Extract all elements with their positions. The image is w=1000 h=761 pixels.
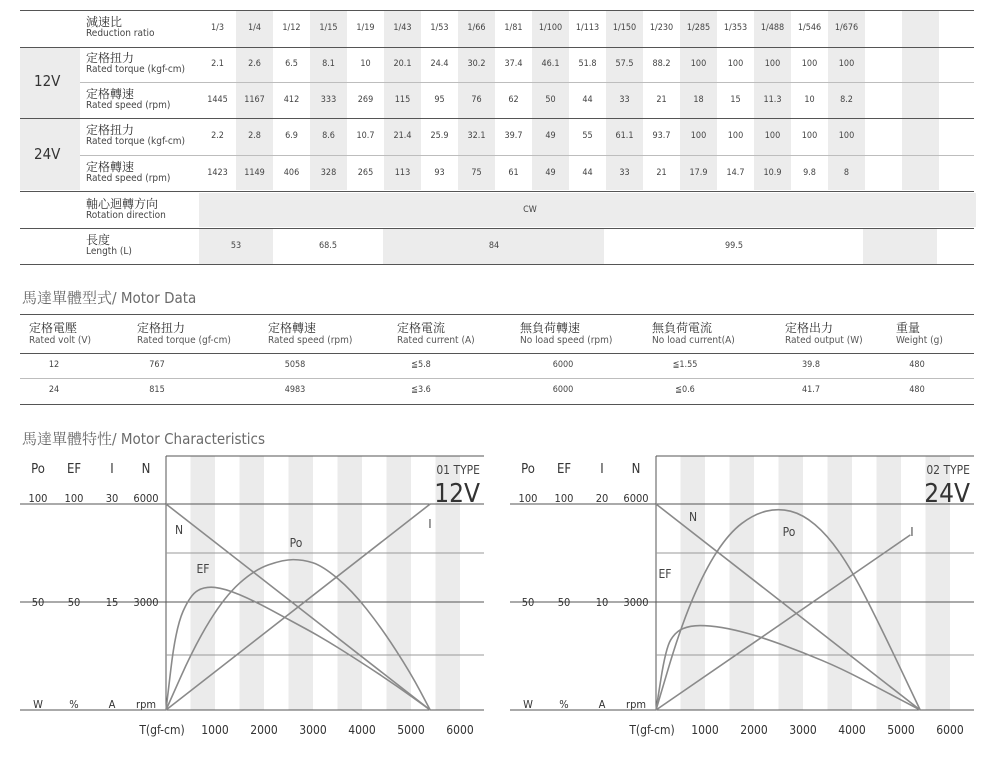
motor-header-zh: 無負荷電流	[652, 321, 713, 335]
torque-cell: 2.8	[248, 131, 261, 141]
speed-cell: 9.8	[803, 168, 816, 178]
length-label-en: Length (L)	[86, 246, 132, 257]
chart-axis-header: Po	[31, 462, 45, 477]
chart-x-tick: 1000	[691, 723, 719, 737]
ratio-cell: 1/285	[686, 23, 711, 33]
speed-cell: 10	[804, 95, 815, 105]
speed-cell: 8.2	[840, 95, 853, 105]
chart-series-label: Po	[782, 525, 796, 539]
table-rule	[20, 404, 974, 405]
motor-header-en: Rated output (W)	[785, 335, 863, 346]
torque-cell: 2.6	[248, 59, 261, 69]
chart-axis-max: 100	[554, 492, 574, 505]
chart-series-label: N	[688, 510, 698, 524]
speed-cell: 44	[582, 95, 593, 105]
torque-cell: 61.1	[615, 131, 634, 141]
speed-cell: 328	[320, 168, 337, 178]
ratio-cell: 1/353	[723, 23, 748, 33]
ratio-cell: 1/4	[247, 23, 262, 33]
chart-x-tick: 5000	[397, 723, 425, 737]
v24-speed-label-en: Rated speed (rpm)	[86, 173, 171, 184]
chart-axis-max: 6000	[133, 492, 159, 505]
chart-x-tick: 6000	[936, 723, 964, 737]
torque-cell: 2.2	[211, 131, 224, 141]
chart-series-label: I	[428, 517, 432, 531]
motor-data-cell: 41.7	[801, 385, 821, 395]
chart-stripe	[338, 456, 363, 710]
torque-cell: 100	[801, 131, 818, 141]
motor-data-cell: ≦1.55	[672, 360, 698, 370]
table-rule	[20, 10, 974, 11]
table-rule	[20, 118, 974, 119]
torque-cell: 8.1	[322, 59, 335, 69]
chart-axis-mid: 50	[557, 596, 571, 609]
speed-cell: 15	[730, 95, 741, 105]
table-rule	[20, 47, 974, 48]
torque-cell: 49	[545, 131, 556, 141]
chart-series-label: I	[910, 525, 914, 539]
torque-cell: 57.5	[615, 59, 634, 69]
chart-title: 12V	[434, 479, 480, 509]
ratio-cell: 1/100	[538, 23, 563, 33]
chart-axis-header: EF	[556, 462, 572, 477]
chart-stripe	[877, 456, 902, 710]
v24-torque-label-en: Rated torque (kgf-cm)	[86, 136, 186, 147]
motor-data-cell: ≦0.6	[675, 385, 695, 395]
chart-axis-header: EF	[66, 462, 82, 477]
torque-cell: 20.1	[393, 59, 412, 69]
chart-stripe	[387, 456, 412, 710]
ratio-cell: 1/150	[612, 23, 637, 33]
motor-data-cell: 6000	[552, 385, 574, 395]
ratio-cell: 1/81	[504, 23, 523, 33]
ratio-cell: 1/676	[834, 23, 859, 33]
rotation-value: CW	[523, 205, 537, 215]
chart-24v	[490, 448, 990, 748]
table-rule	[20, 378, 974, 379]
speed-cell: 17.9	[689, 168, 708, 178]
chart-series-label: EF	[196, 562, 210, 576]
chart-axis-mid: 10	[595, 596, 609, 609]
motor-header-zh: 定格扭力	[137, 321, 186, 335]
chart-title: 24V	[924, 479, 970, 509]
chart-12v	[0, 448, 500, 748]
chart-axis-unit: A	[108, 698, 116, 711]
speed-cell: 1149	[244, 168, 265, 178]
speed-cell: 95	[434, 95, 445, 105]
speed-cell: 1445	[207, 95, 228, 105]
motor-data-cell: ≦5.8	[411, 360, 431, 370]
torque-cell: 21.4	[393, 131, 412, 141]
torque-cell: 100	[838, 59, 855, 69]
speed-cell: 11.3	[763, 95, 782, 105]
torque-cell: 100	[690, 131, 707, 141]
torque-cell: 100	[801, 59, 818, 69]
speed-cell: 62	[508, 95, 519, 105]
chart-axis-max: 30	[105, 492, 119, 505]
motor-data-cell: 4983	[284, 385, 306, 395]
length-value: 99.5	[724, 241, 744, 251]
torque-cell: 6.5	[285, 59, 298, 69]
chart-axis-unit: rpm	[626, 698, 646, 711]
speed-cell: 412	[283, 95, 300, 105]
torque-cell: 100	[727, 131, 744, 141]
chart-axis-mid: 50	[31, 596, 45, 609]
speed-cell: 113	[394, 168, 411, 178]
motor-data-cell: 480	[909, 385, 925, 395]
chart-axis-max: 100	[518, 492, 538, 505]
table-rule	[20, 228, 974, 229]
motor-header-zh: 定格出力	[785, 321, 834, 335]
rotation-label-en: Rotation direction	[86, 210, 166, 221]
v12-torque-label-zh: 定格扭力	[86, 51, 135, 65]
motor-data-cell: 39.8	[801, 360, 821, 370]
speed-cell: 93	[434, 168, 445, 178]
chart-axis-unit: %	[69, 698, 79, 711]
table-rule	[80, 82, 974, 83]
ratio-label-en: Reduction ratio	[86, 28, 155, 39]
speed-cell: 333	[320, 95, 337, 105]
motor-data-cell: 6000	[552, 360, 574, 370]
motor-header-en: No load current(A)	[652, 335, 735, 346]
ratio-cell: 1/546	[797, 23, 822, 33]
v24-speed-label-zh: 定格轉速	[86, 160, 135, 174]
motor-data-cell: ≦3.6	[411, 385, 431, 395]
chart-x-label: T(gf-cm)	[629, 723, 675, 737]
chart-stripe	[191, 456, 216, 710]
chart-x-tick: 5000	[887, 723, 915, 737]
ratio-cell: 1/12	[282, 23, 301, 33]
torque-cell: 2.1	[211, 59, 224, 69]
motor-header-en: Rated current (A)	[397, 335, 475, 346]
chart-x-label: T(gf-cm)	[139, 723, 185, 737]
speed-cell: 115	[394, 95, 411, 105]
motor-data-cell: 24	[48, 385, 60, 395]
speed-cell: 21	[656, 95, 667, 105]
torque-cell: 24.4	[430, 59, 449, 69]
speed-cell: 61	[508, 168, 519, 178]
chart-stripe	[779, 456, 804, 710]
chart-axis-mid: 50	[521, 596, 535, 609]
length-value: 68.5	[318, 241, 338, 251]
speed-cell: 33	[619, 95, 630, 105]
motor-header-zh: 定格轉速	[268, 321, 317, 335]
torque-cell: 6.9	[285, 131, 298, 141]
chart-x-tick: 2000	[250, 723, 278, 737]
torque-cell: 10.7	[356, 131, 375, 141]
chart-series-label: Po	[289, 536, 303, 550]
chart-axis-max: 6000	[623, 492, 649, 505]
chart-series-label: N	[174, 523, 184, 537]
motor-data-cell: 5058	[284, 360, 306, 370]
speed-cell: 265	[357, 168, 374, 178]
v24-torque-label-zh: 定格扭力	[86, 123, 135, 137]
chart-axis-unit: %	[559, 698, 569, 711]
speed-cell: 49	[545, 168, 556, 178]
speed-cell: 10.9	[763, 168, 782, 178]
ratio-cell: 1/230	[649, 23, 674, 33]
speed-cell: 21	[656, 168, 667, 178]
length-row-bg	[863, 229, 937, 264]
torque-cell: 88.2	[652, 59, 671, 69]
torque-cell: 25.9	[430, 131, 449, 141]
torque-cell: 55	[582, 131, 593, 141]
v12-speed-label-en: Rated speed (rpm)	[86, 100, 171, 111]
torque-cell: 100	[838, 131, 855, 141]
torque-cell: 8.6	[322, 131, 335, 141]
characteristics-title: 馬達單體特性/ Motor Characteristics	[22, 430, 265, 448]
chart-x-tick: 1000	[201, 723, 229, 737]
chart-axis-max: 100	[28, 492, 48, 505]
motor-header-en: No load speed (rpm)	[520, 335, 613, 346]
torque-cell: 10	[360, 59, 371, 69]
speed-cell: 406	[283, 168, 300, 178]
chart-stripe	[289, 456, 314, 710]
torque-cell: 100	[727, 59, 744, 69]
ratio-label-zh: 減速比	[86, 15, 123, 29]
torque-cell: 37.4	[504, 59, 523, 69]
speed-cell: 44	[582, 168, 593, 178]
torque-cell: 100	[764, 59, 781, 69]
ratio-cell: 1/15	[319, 23, 338, 33]
ratio-cell: 1/19	[356, 23, 375, 33]
torque-cell: 100	[764, 131, 781, 141]
torque-cell: 30.2	[467, 59, 486, 69]
speed-cell: 1167	[244, 95, 265, 105]
chart-axis-mid: 15	[105, 596, 119, 609]
ratio-cell: 1/488	[760, 23, 785, 33]
chart-axis-mid: 3000	[133, 596, 159, 609]
motor-header-en: Rated volt (V)	[29, 335, 92, 346]
chart-x-tick: 4000	[348, 723, 376, 737]
chart-axis-mid: 50	[67, 596, 81, 609]
chart-x-tick: 2000	[740, 723, 768, 737]
motor-header-en: Rated torque (gf-cm)	[137, 335, 231, 346]
length-value: 84	[488, 241, 500, 251]
motor-data-title: 馬達單體型式/ Motor Data	[22, 289, 197, 307]
speed-cell: 75	[471, 168, 482, 178]
length-label-zh: 長度	[86, 233, 111, 247]
v12-torque-label-en: Rated torque (kgf-cm)	[86, 64, 186, 75]
chart-series-label: EF	[658, 567, 672, 581]
rotation-row-bg	[199, 193, 976, 227]
motor-header-en: Rated speed (rpm)	[268, 335, 353, 346]
ratio-cell: 1/113	[575, 23, 600, 33]
motor-data-cell: 815	[149, 385, 165, 395]
v24-label: 24V	[34, 145, 61, 163]
chart-axis-header: I	[110, 462, 114, 477]
v12-label: 12V	[34, 72, 61, 90]
speed-cell: 1423	[207, 168, 228, 178]
chart-axis-mid: 3000	[623, 596, 649, 609]
chart-subtitle: 01 TYPE	[436, 463, 480, 477]
table-rule	[20, 191, 974, 192]
v12-speed-label-zh: 定格轉速	[86, 87, 135, 101]
ratio-cell: 1/3	[210, 23, 225, 33]
chart-stripe	[730, 456, 755, 710]
torque-cell: 51.8	[578, 59, 597, 69]
chart-x-tick: 3000	[299, 723, 327, 737]
table-rule	[20, 353, 974, 354]
torque-cell: 32.1	[467, 131, 486, 141]
ratio-cell: 1/66	[467, 23, 486, 33]
chart-axis-header: Po	[521, 462, 535, 477]
torque-cell: 93.7	[652, 131, 671, 141]
motor-data-cell: 767	[149, 360, 165, 370]
chart-axis-unit: A	[598, 698, 606, 711]
rotation-label-zh: 軸心迴轉方向	[86, 197, 159, 211]
length-value: 53	[230, 241, 242, 251]
chart-axis-header: I	[600, 462, 604, 477]
motor-header-zh: 無負荷轉速	[520, 321, 581, 335]
chart-stripe	[240, 456, 265, 710]
speed-cell: 8	[843, 168, 850, 178]
chart-axis-header: N	[631, 462, 641, 477]
chart-axis-unit: W	[33, 698, 43, 711]
ratio-cell: 1/43	[393, 23, 412, 33]
motor-data-cell: 12	[48, 360, 60, 370]
speed-cell: 33	[619, 168, 630, 178]
motor-header-zh: 定格電流	[397, 321, 446, 335]
speed-cell: 14.7	[726, 168, 745, 178]
motor-data-cell: 480	[909, 360, 925, 370]
table-rule	[20, 264, 974, 265]
motor-header-zh: 定格電壓	[29, 321, 78, 335]
chart-axis-header: N	[141, 462, 151, 477]
chart-axis-unit: rpm	[136, 698, 156, 711]
chart-axis-max: 100	[64, 492, 84, 505]
torque-cell: 46.1	[541, 59, 560, 69]
table-column-stripe	[902, 10, 939, 190]
torque-cell: 39.7	[504, 131, 523, 141]
ratio-cell: 1/53	[430, 23, 449, 33]
speed-cell: 269	[357, 95, 374, 105]
table-rule	[80, 155, 974, 156]
torque-cell: 100	[690, 59, 707, 69]
motor-header-zh: 重量	[896, 321, 921, 335]
chart-subtitle: 02 TYPE	[926, 463, 970, 477]
chart-x-tick: 3000	[789, 723, 817, 737]
speed-cell: 50	[545, 95, 556, 105]
table-rule	[20, 314, 974, 315]
chart-axis-unit: W	[523, 698, 533, 711]
chart-stripe	[681, 456, 706, 710]
motor-header-en: Weight (g)	[896, 335, 943, 346]
speed-cell: 18	[693, 95, 704, 105]
chart-x-tick: 6000	[446, 723, 474, 737]
chart-x-tick: 4000	[838, 723, 866, 737]
chart-axis-max: 20	[595, 492, 609, 505]
speed-cell: 76	[471, 95, 482, 105]
